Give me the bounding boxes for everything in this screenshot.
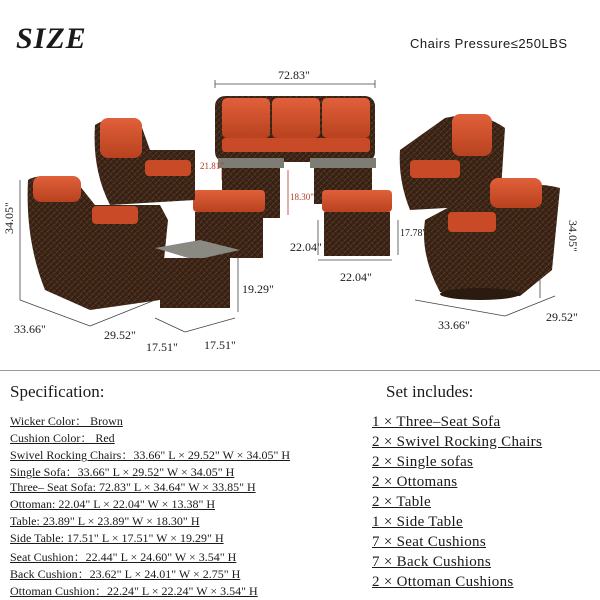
page-title: SIZE xyxy=(16,22,87,55)
set-item: 7 × Seat Cushions xyxy=(372,534,486,550)
dim-right-chair-depth: 33.66" xyxy=(438,318,470,332)
dim-left-chair-height: 34.05" xyxy=(2,202,16,234)
set-item: 2 × Swivel Rocking Chairs xyxy=(372,434,543,450)
dim-right-chair-width: 29.52" xyxy=(546,310,578,324)
spec-line: Ottoman: 22.04" L × 22.04" W × 13.38" H xyxy=(10,497,216,511)
set-item: 1 × Side Table xyxy=(372,514,463,530)
product-illustration xyxy=(0,60,600,378)
spec-line: Single Sofa：33.66" L × 29.52" W × 34.05" H xyxy=(10,465,235,479)
dim-left-chair-depth: 33.66" xyxy=(14,322,46,336)
side-table xyxy=(155,240,240,308)
spec-line: Side Table: 17.51" L × 17.51" W × 19.29" H xyxy=(10,531,224,545)
dim-right-chair-height: 34.05" xyxy=(566,220,580,252)
dim-side-table-width-a: 17.51" xyxy=(146,340,178,354)
spec-line: Back Cushion：23.62" L × 24.01" W × 2.75" H xyxy=(10,567,241,581)
spec-line: Swivel Rocking Chairs：33.66" L × 29.52" W × 34.05" H xyxy=(10,448,291,462)
spec-line: Three– Seat Sofa: 72.83" L × 34.64" W × 33.85" H xyxy=(10,480,256,494)
section-divider xyxy=(0,370,600,371)
set-item: 2 × Single sofas xyxy=(372,454,474,470)
spec-line: Table: 23.89" L × 23.89" W × 18.30" H xyxy=(10,514,200,528)
set-includes-heading: Set includes: xyxy=(386,382,474,401)
specification-heading: Specification: xyxy=(10,382,105,401)
pressure-label: Chairs Pressure≤250LBS xyxy=(410,36,568,51)
dim-ottoman-width: 22.04" xyxy=(340,270,372,284)
dim-left-chair-width: 29.52" xyxy=(104,328,136,342)
spec-line: Seat Cushion：22.44" L × 24.60" W × 3.54" H xyxy=(10,550,237,564)
patio-set-drawing xyxy=(0,60,600,378)
dim-table-a: 21.81" xyxy=(200,161,224,171)
dim-ottoman-depth: 22.04" xyxy=(290,240,322,254)
three-seat-sofa xyxy=(215,96,375,162)
spec-line: Cushion Color： Red xyxy=(10,431,115,445)
dim-side-table-width-b: 17.51" xyxy=(204,338,236,352)
spec-line: Ottoman Cushion：22.24" L × 22.24" W × 3.54" H xyxy=(10,584,258,598)
spec-line: Wicker Color： Brown xyxy=(10,414,123,428)
set-item: 7 × Back Cushions xyxy=(372,554,491,570)
set-item: 1 × Three–Seat Sofa xyxy=(372,414,501,430)
back-left-chair xyxy=(95,118,195,205)
set-item: 2 × Ottoman Cushions xyxy=(372,574,514,590)
dim-ottoman-height: 17.78" xyxy=(400,228,427,239)
dim-sofa-width: 72.83" xyxy=(278,68,310,82)
set-item: 2 × Table xyxy=(372,494,431,510)
dim-table-b: 18.30" xyxy=(290,192,314,202)
set-item: 2 × Ottomans xyxy=(372,474,458,490)
dim-side-table-height: 19.29" xyxy=(242,282,274,296)
